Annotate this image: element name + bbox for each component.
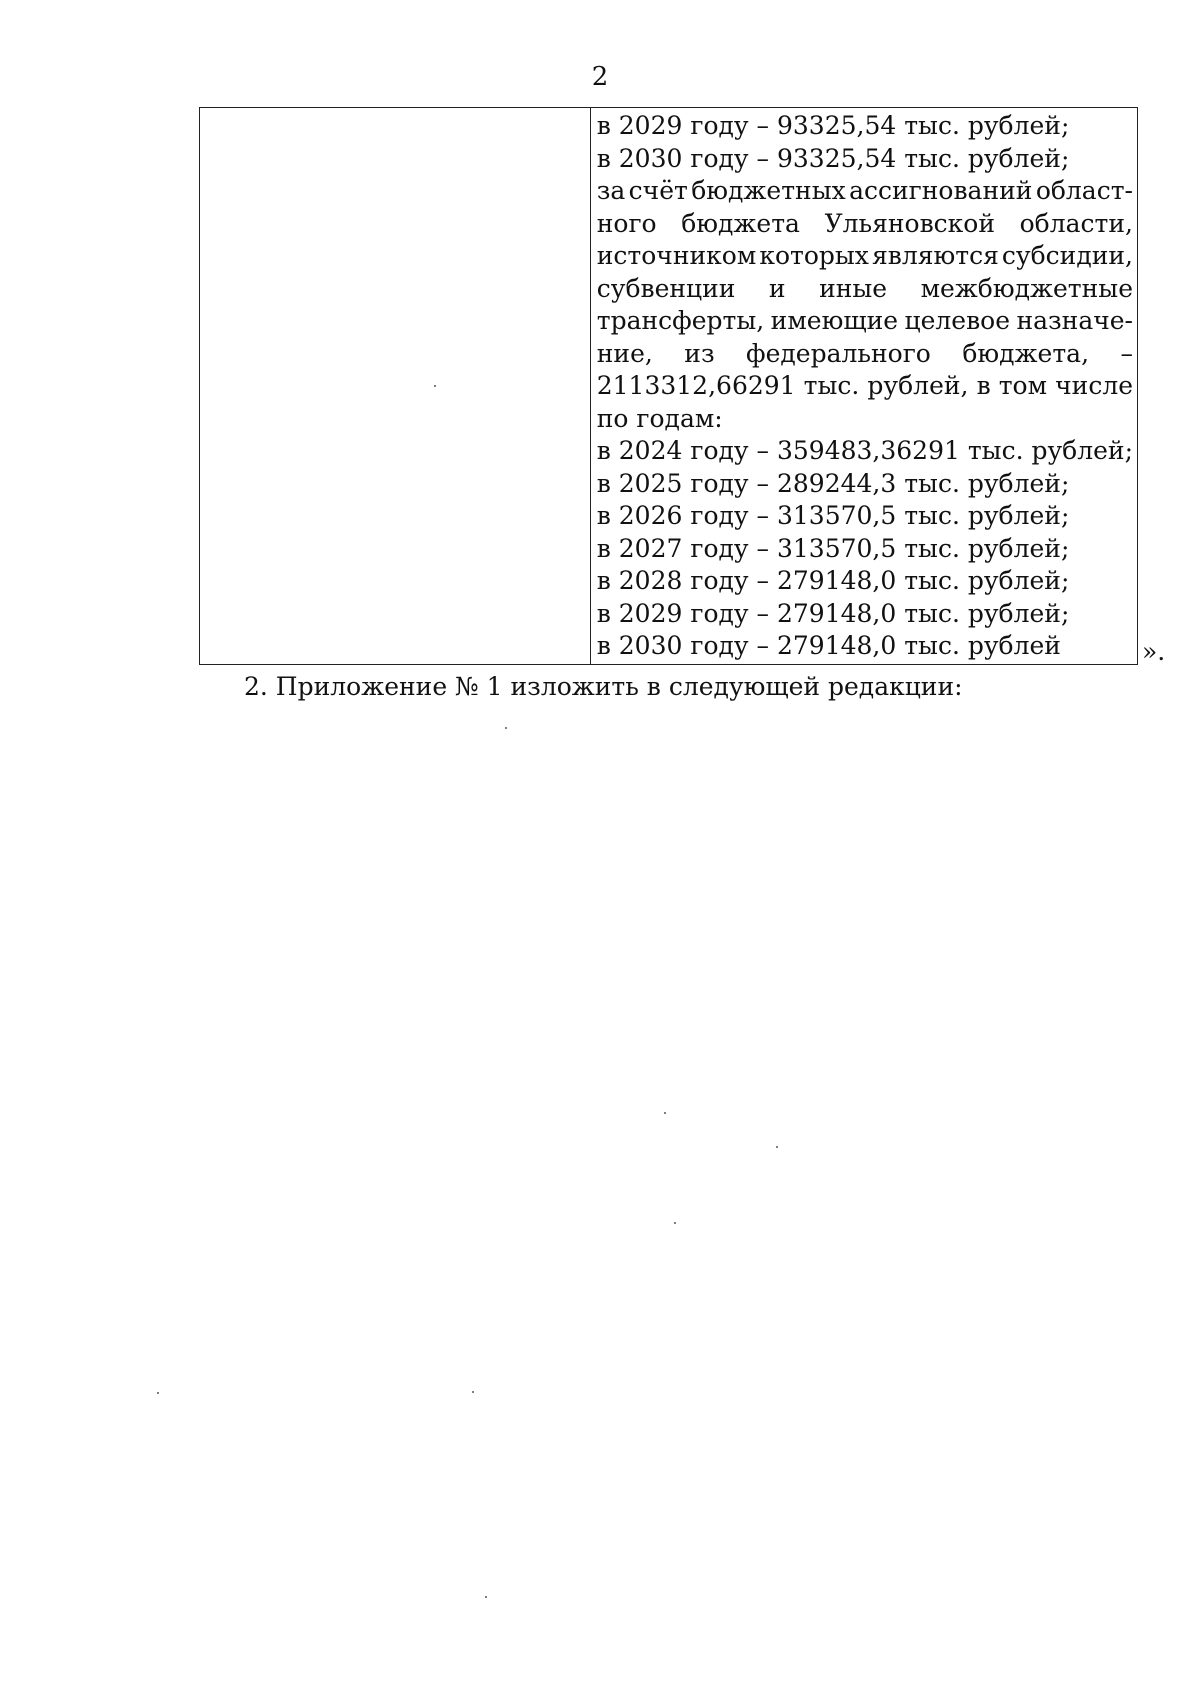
funding-line-2024: в 2024 году – 359483,36291 тыс. рублей; (596, 436, 1133, 465)
funding-line-2026: в 2026 году – 313570,5 тыс. рублей; (596, 501, 1070, 530)
scan-speck (157, 1392, 159, 1394)
funding-line-2027: в 2027 году – 313570,5 тыс. рублей; (596, 533, 1070, 563)
amendment-paragraph: 2. Приложение № 1 изложить в следующей редакции: (244, 672, 963, 701)
table-left-cell (200, 108, 591, 664)
funding-line-2029: в 2029 году – 279148,0 тыс. рублей; (596, 598, 1070, 628)
budget-table (199, 107, 1138, 665)
table-right-cell (591, 108, 1137, 664)
funding-line-2028: в 2028 году – 279148,0 тыс. рублей; (596, 566, 1070, 595)
scan-speck (674, 1222, 676, 1224)
scan-speck (776, 1146, 778, 1148)
scan-speck (505, 727, 507, 729)
scan-speck (664, 1112, 666, 1114)
funding-line-2029: в 2029 году – 93325,54 тыс. рублей; (596, 111, 1070, 140)
by-years-label: по годам: (596, 403, 723, 433)
funding-line-2030: в 2030 году – 93325,54 тыс. рублей; (596, 143, 1070, 173)
federal-funding-text-line: трансферты, имеющие целевое назначе- (596, 306, 1133, 335)
funding-line-2030: в 2030 году – 279148,0 тыс. рублей (596, 631, 1061, 660)
scan-speck (434, 385, 436, 387)
closing-quote: ». (1142, 637, 1166, 666)
federal-funding-text-line: ного бюджета Ульяновской области, (596, 208, 1133, 238)
federal-funding-text-line: субвенции и иные межбюджетные (596, 273, 1133, 303)
federal-funding-text-line: за счёт бюджетных ассигнований област- (596, 176, 1133, 205)
scan-speck (485, 1596, 487, 1598)
page-number: 2 (591, 62, 609, 92)
funding-line-2025: в 2025 году – 289244,3 тыс. рублей; (596, 468, 1070, 498)
federal-funding-text-line: ние, из федерального бюджета, – (596, 338, 1133, 368)
scan-speck (472, 1391, 474, 1393)
federal-funding-total-line: 2113312,66291 тыс. рублей, в том числе (596, 371, 1133, 400)
federal-funding-text-line: источником которых являются субсидии, (596, 241, 1133, 270)
